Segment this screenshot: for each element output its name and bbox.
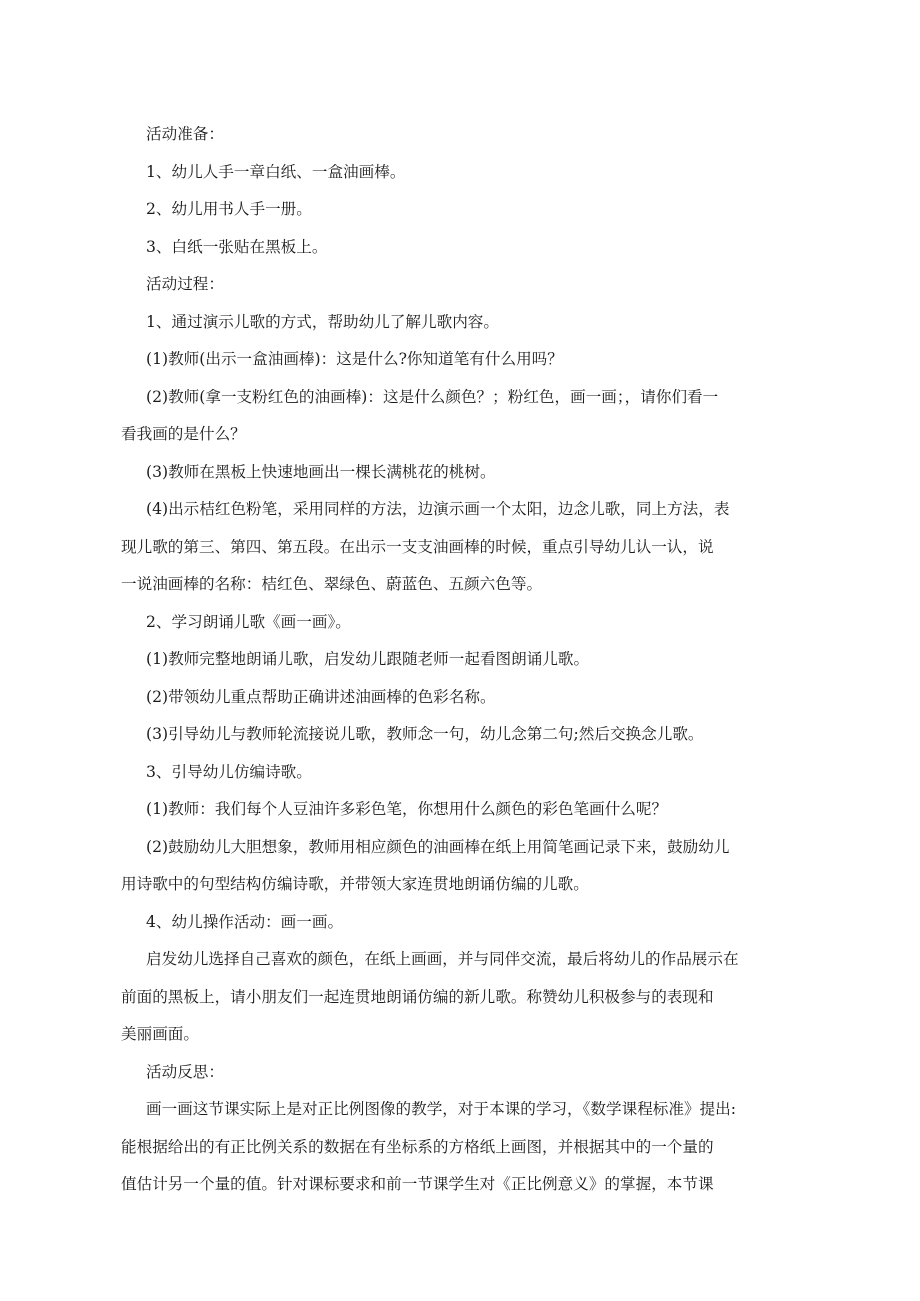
sub-step: (2)鼓励幼儿大胆想象，教师用相应颜色的油画棒在纸上用简笔画记录下来，鼓励幼儿 用诗歌中的句型结构仿编诗歌，并带领大家连贯地朗诵仿编的儿歌。 — [121, 837, 730, 893]
heading-reflection: 活动反思： — [146, 1062, 224, 1081]
list-item: 3、白纸一张贴在黑板上。 — [146, 237, 328, 256]
step-heading: 2、学习朗诵儿歌《画一画》。 — [146, 612, 351, 631]
heading-process: 活动过程： — [146, 275, 224, 293]
list-item: 1、幼儿人手一章白纸、一盒油画棒。 — [146, 162, 406, 181]
sub-step: (3)引导幼儿与教师轮流接说儿歌，教师念一句，幼儿念第二句;然后交换念儿歌。 — [146, 725, 704, 743]
step-heading: 3、引导幼儿仿编诗歌。 — [146, 762, 312, 781]
body-paragraph: 启发幼儿选择自己喜欢的颜色，在纸上画画，并与同伴交流，最后将幼儿的作品展示在 前面的黑板上，请小朋友们一起连贯地朗诵仿编的新儿歌。称赞幼儿积极参与的表现和 美丽画面。 — [121, 950, 739, 1043]
list-item: 2、幼儿用书人手一册。 — [146, 200, 312, 218]
sub-step: (1)教师：我们每个人豆油许多彩色笔，你想用什么颜色的彩色笔画什么呢？ — [146, 800, 668, 818]
sub-step: (1)教师完整地朗诵儿歌，启发幼儿跟随老师一起看图朗诵儿歌。 — [146, 650, 590, 668]
step-heading: 4、幼儿操作活动：画一画。 — [146, 912, 344, 931]
sub-step: (4)出示桔红色粉笔，采用同样的方法，边演示画一个太阳，边念儿歌，同上方法，表 现儿歌的第三、第四、第五段。在出示一支支油画棒的时候，重点引导幼儿认一认，说 一说油画棒的名称：桔红色、翠绿色、蔚蓝色、五颜六色等。 — [121, 500, 730, 593]
heading-preparation: 活动准备： — [146, 125, 224, 143]
sub-step: (1)教师(出示一盒油画棒)：这是什么?你知道笔有什么用吗？ — [146, 350, 563, 368]
body-paragraph: 画一画这节课实际上是对正比例图像的教学，对于本课的学习，《数学课程标准》提出: 能根据给出的有正比例关系的数据在有坐标系的方格纸上画图，并根据其中的一个量的 值估计另一个量的值。针对课标要求和前一节课学生对《正比例意义》的掌握，本节课 — [121, 1100, 737, 1193]
sub-step: (3)教师在黑板上快速地画出一棵长满桃花的桃树。 — [146, 462, 496, 481]
step-heading: 1、通过演示儿歌的方式，帮助幼儿了解儿歌内容。 — [146, 312, 499, 331]
document-body — [121, 116, 791, 1204]
sub-step: (2)带领幼儿重点帮助正确讲述油画棒的色彩名称。 — [146, 687, 496, 706]
sub-step: (2)教师(拿一支粉红色的油画棒)：这是什么颜色？；粉红色，画一画；，请你们看一 看我画的是什么？ — [121, 387, 719, 443]
